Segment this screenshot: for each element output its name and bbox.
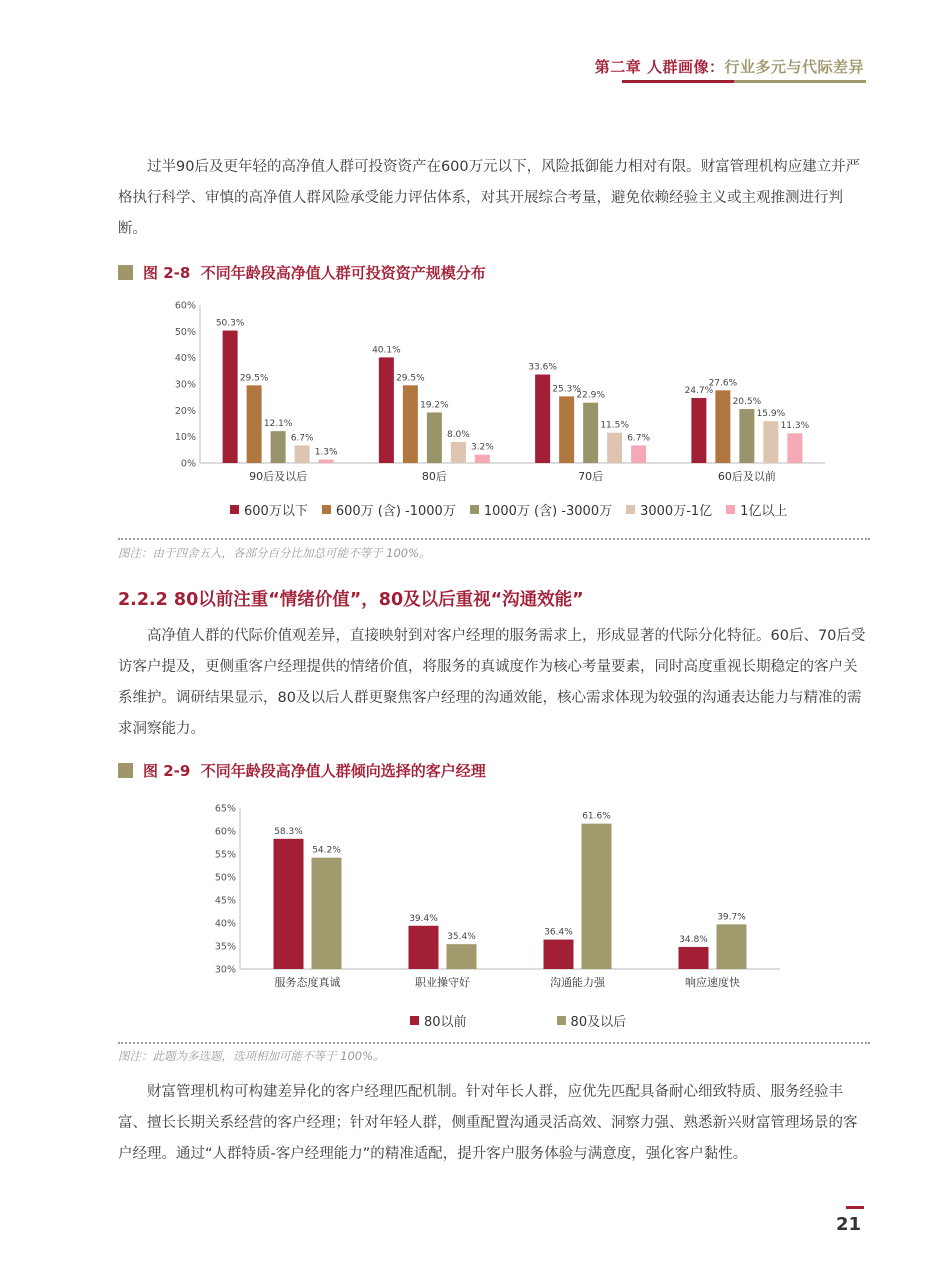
x-tick-label: 职业操守好 [415, 976, 470, 989]
page-number: 21 [836, 1214, 862, 1235]
bar [271, 431, 286, 463]
x-tick-label: 80后 [421, 470, 447, 483]
chapter-subtitle: 行业多元与代际差异 [724, 58, 864, 76]
bar [717, 924, 747, 969]
data-label: 11.5% [600, 420, 629, 431]
legend-item [726, 500, 787, 519]
data-label: 25.3% [552, 384, 581, 395]
data-label: 3.2% [470, 442, 494, 453]
figure-caption: 不同年龄段高净值人群倾向选择的客户经理 [200, 762, 486, 780]
bar [427, 412, 442, 463]
bar [679, 947, 709, 969]
legend-swatch [557, 1016, 566, 1025]
y-tick-label: 45% [214, 895, 236, 907]
data-label: 54.2% [312, 845, 341, 856]
bar [319, 460, 334, 463]
y-tick-label: 30% [174, 379, 196, 391]
data-label: 39.7% [717, 912, 746, 923]
bar [409, 926, 439, 969]
legend-item [410, 1011, 467, 1030]
bar [739, 409, 754, 463]
chart-legend-1 [230, 500, 801, 519]
chart-legend-2 [410, 1011, 716, 1030]
section-heading: 2.2.2 80以前注重“情绪价值”，80及以后重视“沟通效能” [118, 590, 584, 610]
data-label: 12.1% [263, 419, 293, 430]
body-paragraph-3 [118, 1077, 870, 1170]
legend-item [557, 1011, 627, 1030]
data-label: 27.6% [708, 378, 738, 389]
y-tick-label: 10% [174, 432, 196, 444]
page-header [0, 0, 950, 90]
paragraph-text: 高净值人群的代际价值观差异，直接映射到对客户经理的服务需求上，形成显著的代际分化特征。60后、70后受访客户提及，更侧重客户经理提供的情绪价值，将服务的真诚度作为核心考量要素，同时高度重视长期稳定的客户关系维护。调研结果显示，80及以后人群更聚焦客户经理的沟通效能，核心需求体现为较强的沟通表达能力与精准的需求洞察能力。 [118, 628, 866, 737]
bar [451, 442, 466, 463]
y-tick-label: 55% [214, 849, 236, 861]
bar [691, 398, 706, 463]
data-label: 34.8% [679, 934, 708, 945]
data-label: 11.3% [780, 421, 810, 432]
data-label: 20.5% [732, 397, 762, 408]
y-tick-label: 35% [214, 941, 236, 953]
divider [118, 538, 870, 540]
data-label: 58.3% [274, 826, 303, 837]
data-label: 6.7% [290, 433, 314, 444]
figure-note-2: 图注：此题为多选题，选项相加可能不等于 100%。 [118, 1049, 385, 1063]
data-label: 36.4% [544, 927, 573, 938]
legend-label: 600万 (含) -1000万 [335, 504, 456, 519]
y-tick-label: 30% [214, 964, 236, 976]
legend-swatch [410, 1016, 419, 1025]
legend-swatch [726, 505, 735, 514]
bar [247, 385, 262, 463]
data-label: 6.7% [627, 433, 651, 444]
figure-label: 图 2-9 [143, 762, 191, 780]
y-tick-label: 0% [180, 458, 196, 470]
bar [631, 445, 646, 463]
figure-marker-icon [118, 763, 133, 778]
page-number-bar [846, 1206, 864, 1209]
paragraph-text: 财富管理机构可构建差异化的客户经理匹配机制。针对年长人群，应优先匹配具备耐心细致特质、服务经验丰富、擅长长期关系经营的客户经理；针对年轻人群，侧重配置沟通灵活高效、洞察力强、熟悉新兴财富管理场景的客户经理。通过“人群特质-客户经理能力”的精准适配，提升客户服务体验与满意度，强化客户黏性。 [118, 1084, 858, 1162]
legend-label: 600万以下 [244, 504, 308, 519]
chapter-name: 人群画像： [646, 58, 725, 76]
bar [295, 445, 310, 463]
chapter-title [595, 56, 864, 77]
body-paragraph-2 [118, 621, 870, 745]
x-tick-label: 90后及以后 [249, 470, 308, 483]
y-tick-label: 20% [174, 405, 196, 417]
legend-swatch [230, 505, 239, 514]
x-tick-label: 60后及以前 [717, 470, 776, 483]
y-tick-label: 50% [174, 326, 196, 338]
header-rule [622, 80, 734, 83]
bar [475, 455, 490, 463]
legend-label: 1000万 (含) -3000万 [483, 504, 613, 519]
bar [379, 357, 394, 463]
paragraph-text: 过半90后及更年轻的高净值人群可投资资产在600万元以下，风险抵御能力相对有限。财富管理机构应建立并严格执行科学、审慎的高净值人群风险承受能力评估体系，对其开展综合考量，避免依赖经验主义或主观推测进行判断。 [118, 159, 861, 237]
y-tick-label: 60% [174, 300, 196, 312]
figure-title-1 [118, 262, 486, 283]
x-tick-label: 服务态度真诚 [274, 976, 341, 989]
y-tick-label: 60% [214, 826, 236, 838]
y-tick-label: 50% [214, 872, 236, 884]
legend-item [230, 500, 308, 519]
legend-label: 3000万-1亿 [640, 504, 713, 519]
bar [312, 858, 342, 969]
figure-label: 图 2-8 [143, 264, 191, 282]
data-label: 8.0% [446, 429, 470, 440]
legend-swatch [470, 505, 479, 514]
data-label: 29.5% [396, 373, 425, 384]
legend-item [470, 500, 612, 519]
data-label: 19.2% [420, 400, 449, 411]
bar [715, 390, 730, 463]
data-label: 15.9% [756, 409, 786, 420]
bar [763, 421, 778, 463]
bar [447, 944, 477, 969]
legend-swatch [322, 505, 331, 514]
bar [582, 824, 612, 969]
data-label: 1.3% [314, 447, 338, 458]
figure-marker-icon [118, 265, 133, 280]
divider [118, 1042, 870, 1044]
legend-label: 80及以后 [570, 1015, 627, 1030]
bar [787, 433, 802, 463]
bar [607, 433, 622, 463]
data-label: 33.6% [528, 362, 557, 373]
bar [403, 385, 418, 463]
figure-caption: 不同年龄段高净值人群可投资资产规模分布 [200, 264, 486, 282]
legend-label: 80以前 [424, 1015, 467, 1030]
figure-title-2 [118, 760, 486, 781]
x-tick-label: 70后 [578, 470, 604, 483]
legend-item [626, 500, 712, 519]
bar [535, 375, 550, 463]
bar [559, 396, 574, 463]
data-label: 29.5% [239, 373, 269, 384]
legend-item [322, 500, 456, 519]
data-label: 22.9% [576, 390, 605, 401]
data-label: 35.4% [447, 932, 476, 943]
body-paragraph-1 [118, 152, 870, 245]
x-tick-label: 响应速度快 [685, 976, 740, 989]
bar [274, 839, 304, 969]
legend-label: 1亿以上 [740, 504, 788, 519]
data-label: 61.6% [582, 811, 611, 822]
bar [583, 403, 598, 463]
header-rule-accent [734, 80, 866, 83]
data-label: 39.4% [409, 913, 438, 924]
x-tick-label: 沟通能力强 [550, 976, 605, 989]
y-tick-label: 40% [174, 353, 196, 365]
y-tick-label: 65% [214, 803, 236, 815]
chapter-label: 第二章 [594, 58, 642, 76]
data-label: 40.1% [372, 345, 401, 356]
data-label: 50.3% [215, 318, 245, 329]
legend-swatch [626, 505, 635, 514]
bar [544, 940, 574, 969]
y-tick-label: 40% [214, 918, 236, 930]
figure-note-1: 图注：由于四舍五入，各部分百分比加总可能不等于 100%。 [118, 546, 431, 560]
data-label: 24.7% [684, 385, 714, 396]
bar [223, 331, 238, 463]
